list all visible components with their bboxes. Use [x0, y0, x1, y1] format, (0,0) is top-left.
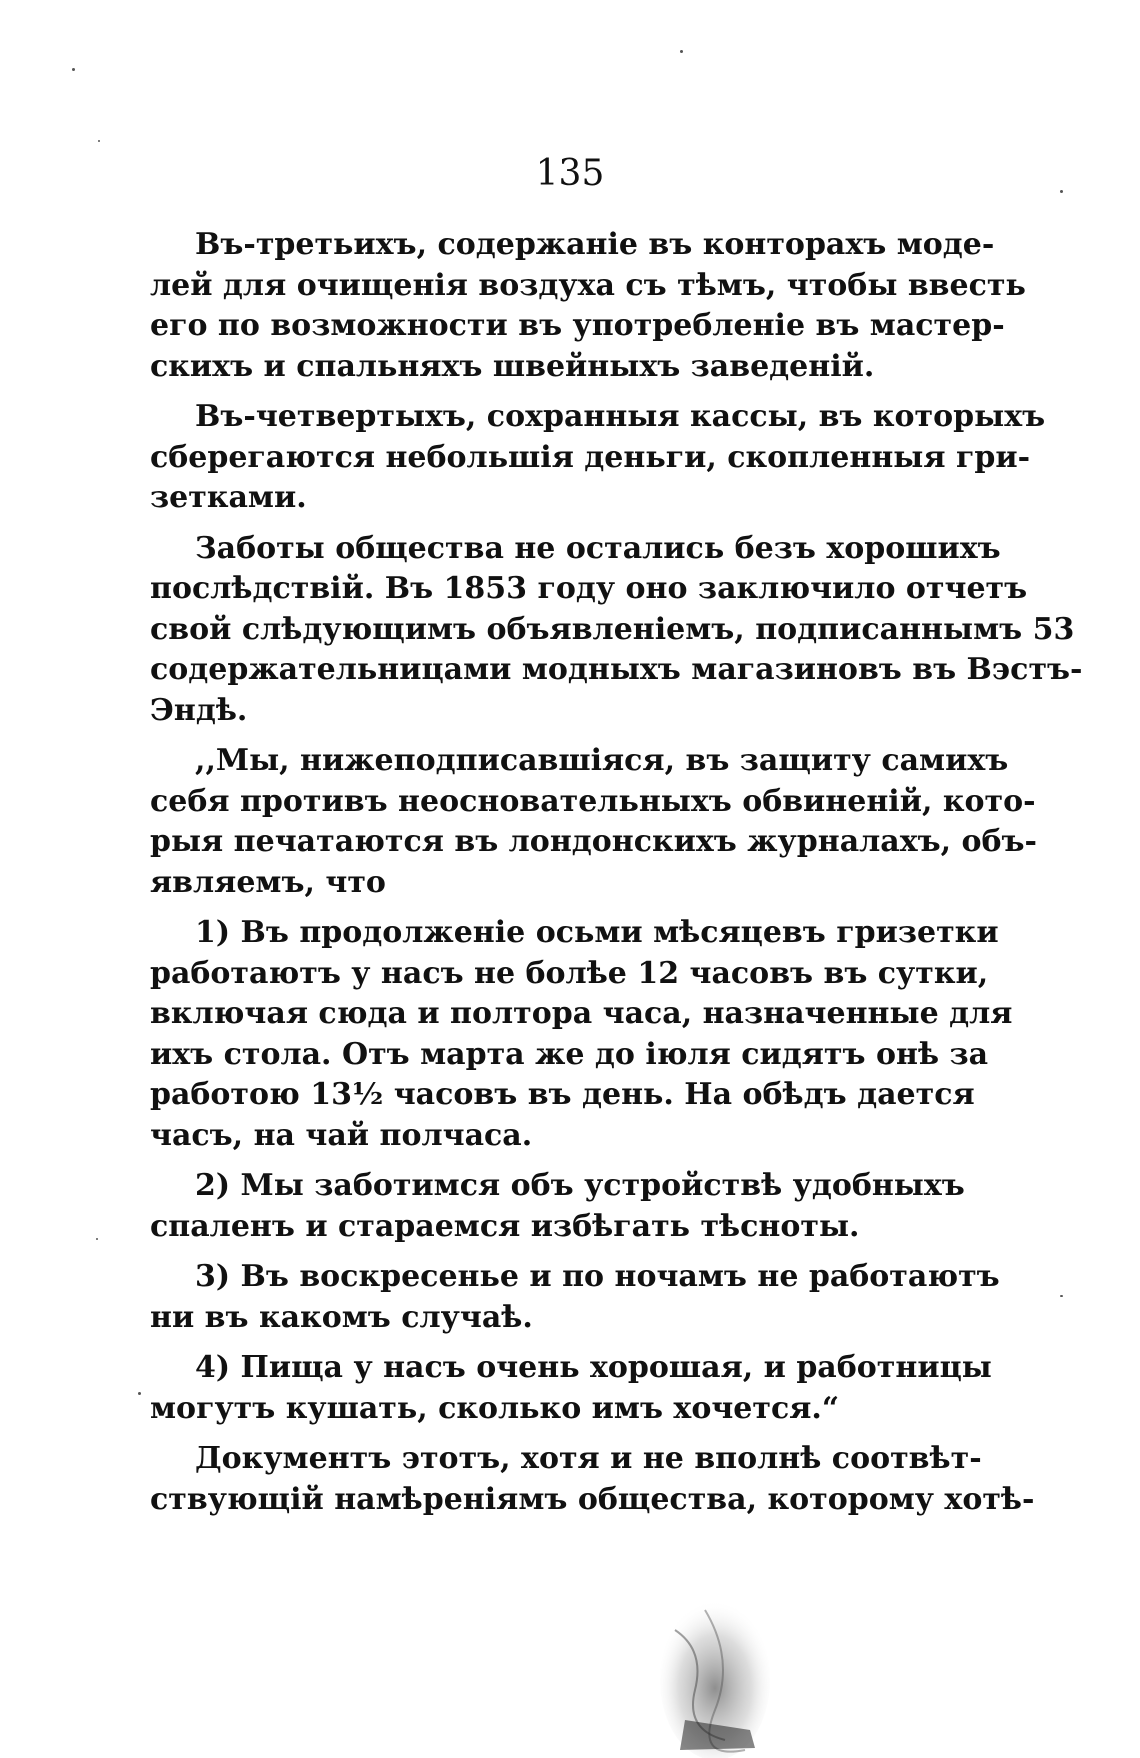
text-line: могутъ кушать, сколько имъ хочется.“ — [150, 1390, 840, 1426]
scan-speck — [138, 1392, 141, 1395]
text-line: ихъ стола. Отъ марта же до іюля сидятъ онѣ за — [150, 1036, 989, 1072]
paragraph-4 — [150, 741, 1037, 903]
text-line: сберегаются небольшія деньги, скопленныя гри- — [150, 439, 1031, 475]
text-line: себя противъ неосновательныхъ обвиненій, кото- — [150, 783, 1036, 819]
scan-speck — [96, 1238, 98, 1240]
text-line: Въ-третьихъ, содержаніе въ конторахъ моде- — [195, 227, 995, 262]
text-line: послѣдствій. Въ 1853 году оно заключило отчетъ — [150, 571, 1028, 606]
text-line: зетками. — [150, 480, 307, 515]
text-line: рыя печатаются въ лондонскихъ журналахъ, объ- — [150, 824, 1037, 859]
text-line: 3) Въ воскресенье и по ночамъ не работаютъ — [195, 1259, 1000, 1294]
paragraph-5 — [150, 913, 1013, 1156]
scan-smudge — [655, 1590, 775, 1758]
paragraph-6 — [150, 1166, 965, 1247]
text-line: содержательницами модныхъ магазиновъ въ Вэстъ- — [150, 652, 1083, 687]
paragraph-7 — [150, 1257, 1000, 1338]
text-line: лей для очищенія воздуха съ тѣмъ, чтобы ввесть — [150, 267, 1026, 303]
paragraph-9 — [150, 1439, 1035, 1520]
text-line: работаютъ у насъ не болѣе 12 часовъ въ сутки, — [150, 955, 989, 991]
text-line: Въ-четвертыхъ, сохранныя кассы, въ которыхъ — [195, 399, 1046, 434]
text-line: Документъ этотъ, хотя и не вполнѣ соотвѣт- — [195, 1441, 982, 1476]
scan-speck — [1060, 190, 1063, 193]
text-line: свой слѣдующимъ объявленіемъ, подписаннымъ 53 — [150, 611, 1075, 647]
text-line: являемъ, что — [150, 864, 386, 900]
text-line: ,,Мы, нижеподписавшіяся, въ защиту самихъ — [195, 743, 1009, 778]
scan-speck — [680, 50, 683, 53]
text-line: спаленъ и стараемся избѣгать тѣсноты. — [150, 1208, 860, 1244]
text-line: 1) Въ продолженіе осьми мѣсяцевъ гризетки — [195, 915, 999, 950]
scan-speck — [72, 68, 75, 71]
scan-speck — [1060, 1295, 1063, 1297]
text-line: скихъ и спальняхъ швейныхъ заведеній. — [150, 348, 875, 384]
text-line: Эндѣ. — [150, 692, 248, 728]
text-line: его по возможности въ употребленіе въ мастер- — [150, 308, 1005, 343]
page-number: 135 — [535, 153, 605, 194]
text-line: часъ, на чай полчаса. — [150, 1117, 533, 1153]
text-line: 4) Пища у насъ очень хорошая, и работницы — [195, 1350, 992, 1385]
text-line: Заботы общества не остались безъ хорошихъ — [195, 530, 1001, 566]
paragraph-1 — [150, 225, 1026, 387]
text-line: включая сюда и полтора часа, назначенные для — [150, 996, 1013, 1031]
paragraph-2 — [150, 397, 1046, 519]
body-text — [150, 225, 1083, 1530]
paragraph-3 — [150, 529, 1083, 732]
text-line: работою 13½ часовъ въ день. На обѣдъ дается — [150, 1077, 975, 1112]
scan-speck — [98, 140, 100, 142]
text-line: ствующій намѣреніямъ общества, которому хотѣ- — [150, 1481, 1035, 1517]
paragraph-8 — [150, 1348, 992, 1429]
text-line: 2) Мы заботимся объ устройствѣ удобныхъ — [195, 1168, 965, 1203]
text-line: ни въ какомъ случаѣ. — [150, 1299, 533, 1335]
